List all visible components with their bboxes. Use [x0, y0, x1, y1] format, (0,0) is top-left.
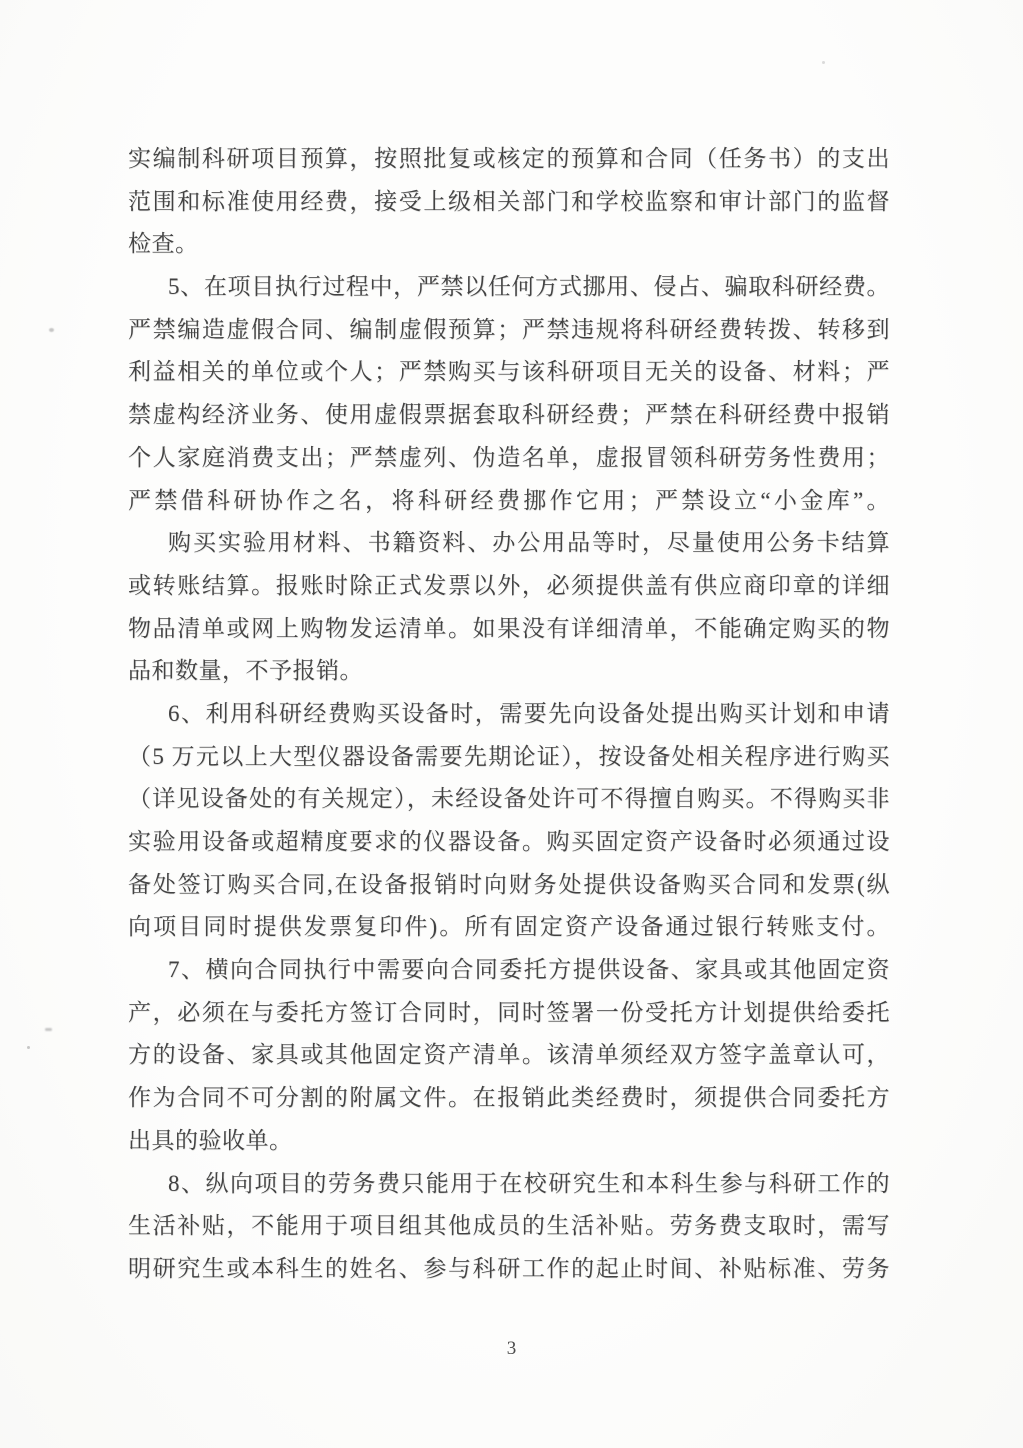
text-line: 8、纵向项目的劳务费只能用于在校研究生和本科生参与科研工作的: [168, 1170, 890, 1196]
text-line: 7、横向合同执行中需要向合同委托方提供设备、家具或其他固定资: [168, 957, 890, 983]
page-content: [128, 138, 890, 1291]
text-line: 检查。: [128, 231, 199, 257]
text-line: 利益相关的单位或个人；严禁购买与该科研项目无关的设备、材料；严: [128, 359, 890, 385]
text-line: 作为合同不可分割的附属文件。在报销此类经费时，须提供合同委托方: [128, 1085, 890, 1111]
text-line: （详见设备处的有关规定），未经设备处许可不得擅自购买。不得购买非: [128, 786, 890, 812]
text-line: 严禁借科研协作之名，将科研经费挪作它用；严禁设立“小金库”。: [128, 487, 890, 513]
text-line: 实验用设备或超精度要求的仪器设备。购买固定资产设备时必须通过设: [128, 829, 890, 854]
paragraph: [128, 949, 890, 1162]
text-line: 品和数量，不予报销。: [128, 658, 363, 684]
text-line: 5、在项目执行过程中，严禁以任何方式挪用、侵占、骗取科研经费。: [168, 274, 890, 300]
text-line: 明研究生或本科生的姓名、参与科研工作的起止时间、补贴标准、劳务: [128, 1255, 890, 1281]
text-line: 禁虚构经济业务、使用虚假票据套取科研经费；严禁在科研经费中报销: [128, 402, 890, 428]
text-line: 方的设备、家具或其他固定资产清单。该清单须经双方签字盖章认可，: [128, 1042, 890, 1068]
text-line: 个人家庭消费支出；严禁虚列、伪造名单，虚报冒领科研劳务性费用；: [128, 444, 890, 470]
text-line: 生活补贴，不能用于项目组其他成员的生活补贴。劳务费支取时，需写: [128, 1213, 890, 1239]
paragraph: [128, 1163, 890, 1291]
scan-speck: [49, 328, 54, 332]
page-number: 3: [506, 1338, 517, 1359]
text-line: 严禁编造虚假合同、编制虚假预算；严禁违规将科研经费转拨、转移到: [128, 316, 890, 342]
text-line: 备处签订购买合同,在设备报销时向财务处提供设备购买合同和发票(纵: [128, 871, 890, 897]
text-line: （5 万元以上大型仪器设备需要先期论证），按设备处相关程序进行购买: [128, 743, 890, 769]
text-line: 实编制科研项目预算，按照批复或核定的预算和合同（任务书）的支出: [128, 146, 890, 171]
scan-speck: [27, 1046, 30, 1049]
paragraph: [128, 266, 890, 522]
paragraph: [128, 693, 890, 949]
text-line: 6、利用科研经费购买设备时，需要先向设备处提出购买计划和申请: [168, 700, 890, 726]
text-line: 产，必须在与委托方签订合同时，同时签署一份受托方计划提供给委托: [128, 999, 890, 1025]
text-line: 物品清单或网上购物发运清单。如果没有详细清单，不能确定购买的物: [128, 615, 890, 641]
paragraph: [128, 522, 890, 693]
scan-speck: [45, 1028, 52, 1031]
text-line: 购买实验用材料、书籍资料、办公用品等时，尽量使用公务卡结算: [168, 530, 890, 556]
text-line: 向项目同时提供发票复印件)。所有固定资产设备通过银行转账支付。: [128, 914, 890, 940]
text-line: 出具的验收单。: [128, 1127, 293, 1153]
scan-speck: [822, 61, 825, 64]
text-line: 或转账结算。报账时除正式发票以外，必须提供盖有供应商印章的详细: [128, 572, 890, 598]
paragraph: [128, 138, 890, 266]
text-line: 范围和标准使用经费，接受上级相关部门和学校监察和审计部门的监督: [128, 188, 890, 214]
